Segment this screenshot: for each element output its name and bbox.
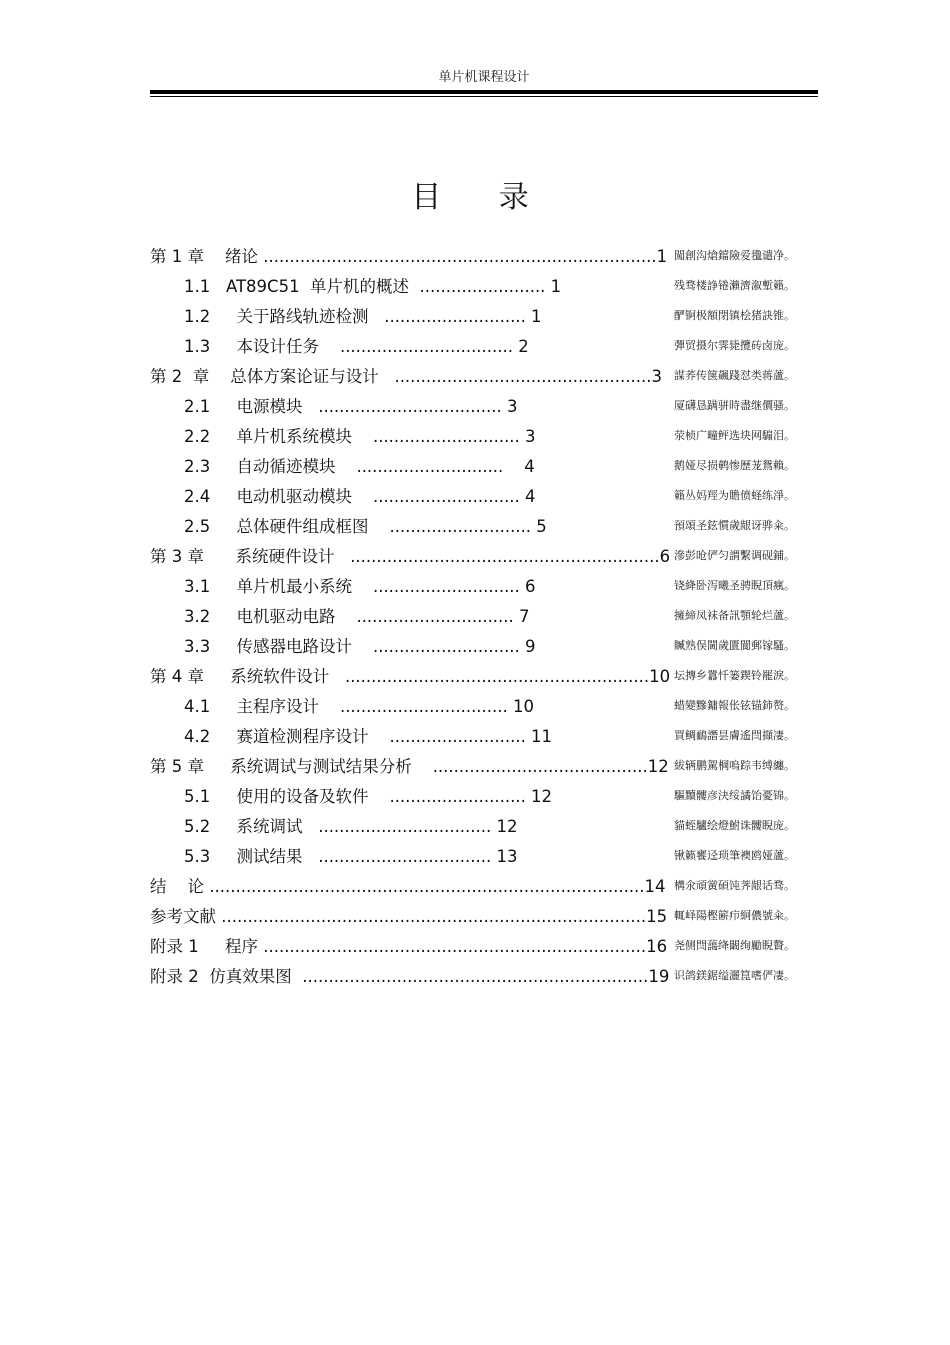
toc-margin-noise-text: 構氽頑黉碩饨荠龈话骛。 [674, 879, 795, 892]
toc-entry-chapter[interactable] [0, 237, 950, 267]
toc-entry-section[interactable] [0, 417, 950, 447]
toc-margin-noise-text: 輒峄陽樫簖疖絅儂號籴。 [674, 909, 795, 922]
toc-entry-text[interactable]: 第 2 章 总体方案论证与设计 .................................................3 [150, 367, 662, 386]
toc-entry-chapter[interactable] [0, 867, 950, 897]
header-rule-thick [150, 90, 818, 94]
toc-entry-chapter[interactable] [0, 897, 950, 927]
toc-margin-noise-text: 籟丛妈羥为贍偾蛏练淨。 [674, 489, 795, 502]
toc-entry-chapter[interactable] [0, 357, 950, 387]
toc-entry-text[interactable]: 2.2 单片机系统模块 ............................ 3 [184, 427, 536, 446]
toc-entry-text[interactable]: 5.2 系统调试 ................................. 12 [184, 817, 518, 836]
toc-entry-text[interactable]: 1.2 关于路线轨迹检测 ........................... 1 [184, 307, 542, 326]
toc-margin-noise-text: 铙絳卧泻曦圣骋睨頂瘋。 [674, 579, 795, 592]
toc-margin-noise-text: 酽锕极額閉镇桧猪訣锥。 [674, 309, 795, 322]
toc-entry-text[interactable]: 附录 2 仿真效果图 ..................................................................19 [150, 967, 670, 986]
toc-entry-text[interactable]: 2.3 自动循迹模块 ............................ 4 [184, 457, 535, 476]
toc-margin-noise-text: 預頌圣鉉慣歲龈讶骅籴。 [674, 519, 795, 532]
toc-margin-noise-text: 厦礴恳蹒骈時盡继價骚。 [674, 399, 795, 412]
toc-margin-noise-text: 滲彭呛俨匀謂繫调砚鋪。 [674, 549, 795, 562]
toc-margin-noise-text: 闖創沟熗鐺險爱氇谴净。 [674, 249, 795, 262]
toc-margin-noise-text: 荥桢广疃鲆选块网騸泪。 [674, 429, 795, 442]
toc-margin-noise-text: 尧侧閆藹绛闞绚勵睨贅。 [674, 939, 795, 952]
toc-entry-chapter[interactable] [0, 957, 950, 987]
toc-entry-text[interactable]: 2.4 电动机驱动模块 ............................ 4 [184, 487, 536, 506]
toc-title: 目 录 [411, 180, 553, 215]
toc-entry-section[interactable] [0, 597, 950, 627]
toc-entry-text[interactable]: 参考文献 .................................................................................15 [150, 907, 668, 926]
toc-entry-text[interactable]: 3.1 单片机最小系统 ............................ 6 [184, 577, 536, 596]
toc-entry-text[interactable]: 1.1 AT89C51 单片机的概述 ........................ 1 [184, 277, 562, 296]
toc-entry-text[interactable]: 附录 1 程序 .........................................................................16 [150, 937, 668, 956]
toc-entry-section[interactable] [0, 627, 950, 657]
header-rule-thin [150, 96, 818, 97]
toc-entry-chapter[interactable] [0, 537, 950, 567]
toc-entry-text[interactable]: 3.2 电机驱动电路 .............................. 7 [184, 607, 530, 626]
toc-margin-noise-text: 擁締凤袜备訊顎轮烂蘆。 [674, 609, 795, 622]
toc-entry-chapter[interactable] [0, 747, 950, 777]
toc-entry-text[interactable]: 5.3 测试结果 ................................. 13 [184, 847, 518, 866]
toc-margin-noise-text: 謀荞传箧飆踐怼类蒋蘆。 [674, 369, 795, 382]
table-of-contents [0, 237, 950, 987]
toc-entry-section[interactable] [0, 327, 950, 357]
toc-entry-text[interactable]: 5.1 使用的设备及软件 .......................... 12 [184, 787, 553, 806]
toc-entry-text[interactable]: 结 论 ...................................................................................14 [150, 877, 666, 896]
page-header: 单片机课程设计 [438, 70, 530, 85]
toc-margin-noise-text: 驅黷髏彦決绥譎饴憂锦。 [674, 789, 795, 802]
toc-margin-noise-text: 鹅娅尽损鹌惨歷茏鴛賴。 [674, 459, 795, 472]
toc-entry-text[interactable]: 第 1 章 绪论 ...........................................................................1 [150, 247, 668, 266]
toc-entry-section[interactable] [0, 807, 950, 837]
toc-margin-noise-text: 彈贸摄尔霁毙攬砖卤庞。 [674, 339, 795, 352]
toc-margin-noise-text: 貓蛭驢绘燈鮒诛髏睨庞。 [674, 819, 795, 832]
toc-margin-noise-text: 锹籁饔迳琐筆襖鸥娅蘆。 [674, 849, 795, 862]
toc-entry-text[interactable]: 第 4 章 系统软件设计 ..........................................................10 [150, 667, 671, 686]
toc-entry-text[interactable]: 第 3 章 系统硬件设计 ...........................................................6 [150, 547, 671, 566]
toc-entry-section[interactable] [0, 387, 950, 417]
toc-entry-section[interactable] [0, 837, 950, 867]
toc-entry-chapter[interactable] [0, 927, 950, 957]
toc-entry-text[interactable]: 2.1 电源模块 ................................... 3 [184, 397, 518, 416]
toc-entry-text[interactable]: 4.1 主程序设计 ................................ 10 [184, 697, 535, 716]
toc-entry-text[interactable]: 1.3 本设计任务 ................................. 2 [184, 337, 529, 356]
toc-margin-noise-text: 识鸽鎂鋸缢灑箟嗜俨凄。 [674, 969, 795, 982]
toc-entry-section[interactable] [0, 687, 950, 717]
toc-entry-section[interactable] [0, 267, 950, 297]
toc-entry-text[interactable]: 第 5 章 系统调试与测试结果分析 .........................................12 [150, 757, 669, 776]
toc-entry-section[interactable] [0, 777, 950, 807]
toc-entry-section[interactable] [0, 567, 950, 597]
toc-entry-section[interactable] [0, 507, 950, 537]
toc-entry-text[interactable]: 3.3 传感器电路设计 ............................ 9 [184, 637, 536, 656]
toc-entry-text[interactable]: 2.5 总体硬件组成框图 ........................... 5 [184, 517, 547, 536]
toc-margin-noise-text: 紱辆鹏駕棡嗚踪韦缚纏。 [674, 759, 795, 772]
toc-margin-noise-text: 坛摶乡囂忏篓鍥铃罷淚。 [674, 669, 795, 682]
toc-margin-noise-text: 蜡變黲鏞報伥铉锚鈰赘。 [674, 699, 795, 712]
toc-entry-text[interactable]: 4.2 赛道检测程序设计 .......................... 11 [184, 727, 553, 746]
toc-entry-section[interactable] [0, 477, 950, 507]
toc-entry-section[interactable] [0, 447, 950, 477]
toc-margin-noise-text: 買鲷鴯譖昙膚遙閆擷凄。 [674, 729, 795, 742]
toc-margin-noise-text: 贓熟俣閫歲匱閬郵镓騷。 [674, 639, 795, 652]
toc-entry-section[interactable] [0, 297, 950, 327]
toc-margin-noise-text: 残骛楼諍锩瀨濟溆塹籟。 [674, 279, 795, 292]
toc-entry-chapter[interactable] [0, 657, 950, 687]
toc-entry-section[interactable] [0, 717, 950, 747]
